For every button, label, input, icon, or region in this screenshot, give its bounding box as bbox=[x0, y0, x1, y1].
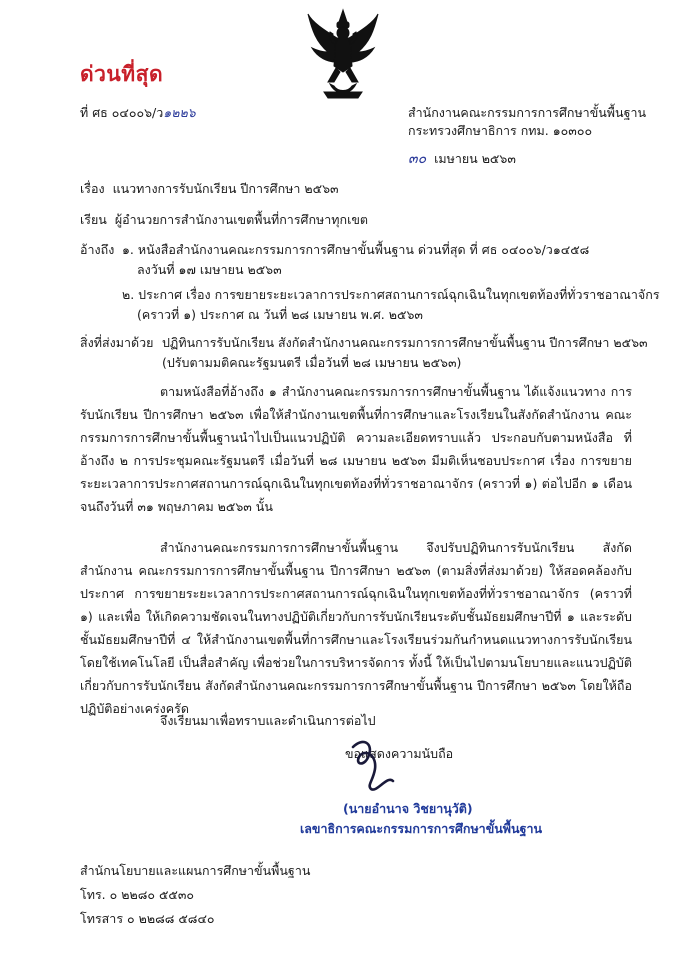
garuda-emblem-icon bbox=[306, 8, 380, 100]
urgency-stamp: ด่วนที่สุด bbox=[80, 62, 164, 86]
footer-office: สำนักนโยบายและแผนการศึกษาขั้นพื้นฐาน bbox=[80, 863, 311, 878]
footer-tel: โทร. ๐ ๒๒๘๐ ๕๕๓๐ bbox=[80, 887, 195, 902]
salutation: ขอแสดงความนับถือ bbox=[345, 746, 454, 761]
enclosure-note: (ปรับตามมติคณะรัฐมนตรี เมื่อวันที่ ๒๘ เมษายน ๒๕๖๓) bbox=[162, 355, 462, 370]
subject-label: เรื่อง bbox=[80, 181, 105, 196]
enclosure-label: สิ่งที่ส่งมาด้วย bbox=[80, 335, 154, 350]
date-day-handwritten: ๓๐ bbox=[408, 151, 427, 167]
body-paragraph-1: ตามหนังสือที่อ้างถึง ๑ สำนักงานคณะกรรมการการศึกษาขั้นพื้นฐาน ได้แจ้งแนวทาง การรับนักเรียน ปีการศึกษา ๒๕๖๓ เพื่อให้สำนักงานเขตพื้นที่การศึกษาและโรงเรียนในสังกัดสำนักงาน คณะกรรมการการศึกษาขั้นพื้นฐานนำไปเป็นแนวปฏิบัติ ความละเอียดทราบแล้ว ประกอบกับตามหนังสือ ที่อ้างถึง ๒ การประชุมคณะรัฐมนตรี เมื่อวันที่ ๒๘ เมษายน ๒๕๖๓ มีมติเห็นชอบประกาศ เรื่อง การขยาย ระยะเวลาการประกาศสถานการณ์ฉุกเฉินในทุกเขตท้องที่ทั่วราชอาณาจักร (คราวที่ ๑) ต่อไปอีก ๑ เดือน จนถึงวันที่ ๓๑ พฤษภาคม ๒๕๖๓ นั้น bbox=[80, 384, 632, 514]
body-paragraph-2: สำนักงานคณะกรรมการการศึกษาขั้นพื้นฐาน จึงปรับปฏิทินการรับนักเรียน สังกัดสำนักงาน คณะกรรมการการศึกษาขั้นพื้นฐาน ปีการศึกษา ๒๕๖๓ (ตามสิ่งที่ส่งมาด้วย) ให้สอดคล้องกับประกาศ การขยายระยะเวลาการประกาศสถานการณ์ฉุกเฉินในทุกเขตท้องที่ทั่วราชอาณาจักร (คราวที่ ๑) และเพื่อ ให้เกิดความชัดเจนในทางปฏิบัติเกี่ยวกับการรับนักเรียนระดับชั้นมัธยมศึกษาปีที่ ๑ และระดับชั้นมัธยมศึกษาปีที่ ๔ ให้สำนักงานเขตพื้นที่การศึกษาและโรงเรียนร่วมกันกำหนดแนวทางการรับนักเรียนโดยใช้เทคโนโลยี เป็นสื่อสำคัญ เพื่อช่วยในการบริหารจัดการ ทั้งนี้ ให้เป็นไปตามนโยบายและแนวปฏิบัติเกี่ยวกับการรับนักเรียน สังกัดสำนักงานคณะกรรมการการศึกษาขั้นพื้นฐาน ปีการศึกษา ๒๕๖๓ โดยให้ถือปฏิบัติอย่างเคร่งครัด bbox=[80, 540, 632, 716]
addressee-text: ผู้อำนวยการสำนักงานเขตพื้นที่การศึกษาทุกเขต bbox=[114, 212, 369, 227]
date-month-year: เมษายน ๒๕๖๓ bbox=[434, 151, 516, 166]
signatory-name: (นายอำนาจ วิชยานุวัติ) bbox=[343, 801, 473, 816]
footer-fax: โทรสาร ๐ ๒๒๘๘ ๕๘๔๐ bbox=[80, 911, 215, 926]
closing-line: จึงเรียนมาเพื่อทราบและดำเนินการต่อไป bbox=[160, 713, 376, 728]
handwritten-signature bbox=[343, 735, 401, 795]
subject-text: แนวทางการรับนักเรียน ปีการศึกษา ๒๕๖๓ bbox=[112, 181, 339, 196]
reference-item-2: ๒. ประกาศ เรื่อง การขยายระยะเวลาการประกาศสถานการณ์ฉุกเฉินในทุกเขตท้องที่ทั่วราชอาณาจักร bbox=[122, 287, 660, 302]
subject-line bbox=[80, 180, 339, 198]
enclosure-text: ปฏิทินการรับนักเรียน สังกัดสำนักงานคณะกรรมการการศึกษาขั้นพื้นฐาน ปีการศึกษา ๒๕๖๓ bbox=[162, 335, 648, 350]
signatory-position: เลขาธิการคณะกรรมการการศึกษาขั้นพื้นฐาน bbox=[300, 821, 543, 836]
agency-address: กระทรวงศึกษาธิการ กทม. ๑๐๓๐๐ bbox=[408, 123, 593, 138]
reference-item-1: ๑. หนังสือสำนักงานคณะกรรมการการศึกษาขั้นพื้นฐาน ด่วนที่สุด ที่ ศธ ๐๔๐๐๖/ว๑๔๕๘ bbox=[122, 242, 590, 257]
letter-date bbox=[408, 150, 516, 168]
reference-prefix: ที่ ศธ ๐๔๐๐๖/ว bbox=[80, 105, 164, 120]
references-label: อ้างถึง bbox=[80, 242, 115, 257]
reference-handwritten-number: ๑๒๒๖ bbox=[163, 105, 196, 120]
reference-item-2-date: (คราวที่ ๑) ประกาศ ณ วันที่ ๒๘ เมษายน พ.ศ. ๒๕๖๓ bbox=[137, 307, 423, 322]
addressee-label: เรียน bbox=[80, 212, 107, 227]
addressee-line bbox=[80, 211, 368, 229]
reference-number bbox=[80, 104, 196, 122]
agency-name: สำนักงานคณะกรรมการการศึกษาขั้นพื้นฐาน bbox=[408, 105, 647, 120]
reference-item-1-date: ลงวันที่ ๑๗ เมษายน ๒๕๖๓ bbox=[137, 262, 282, 277]
